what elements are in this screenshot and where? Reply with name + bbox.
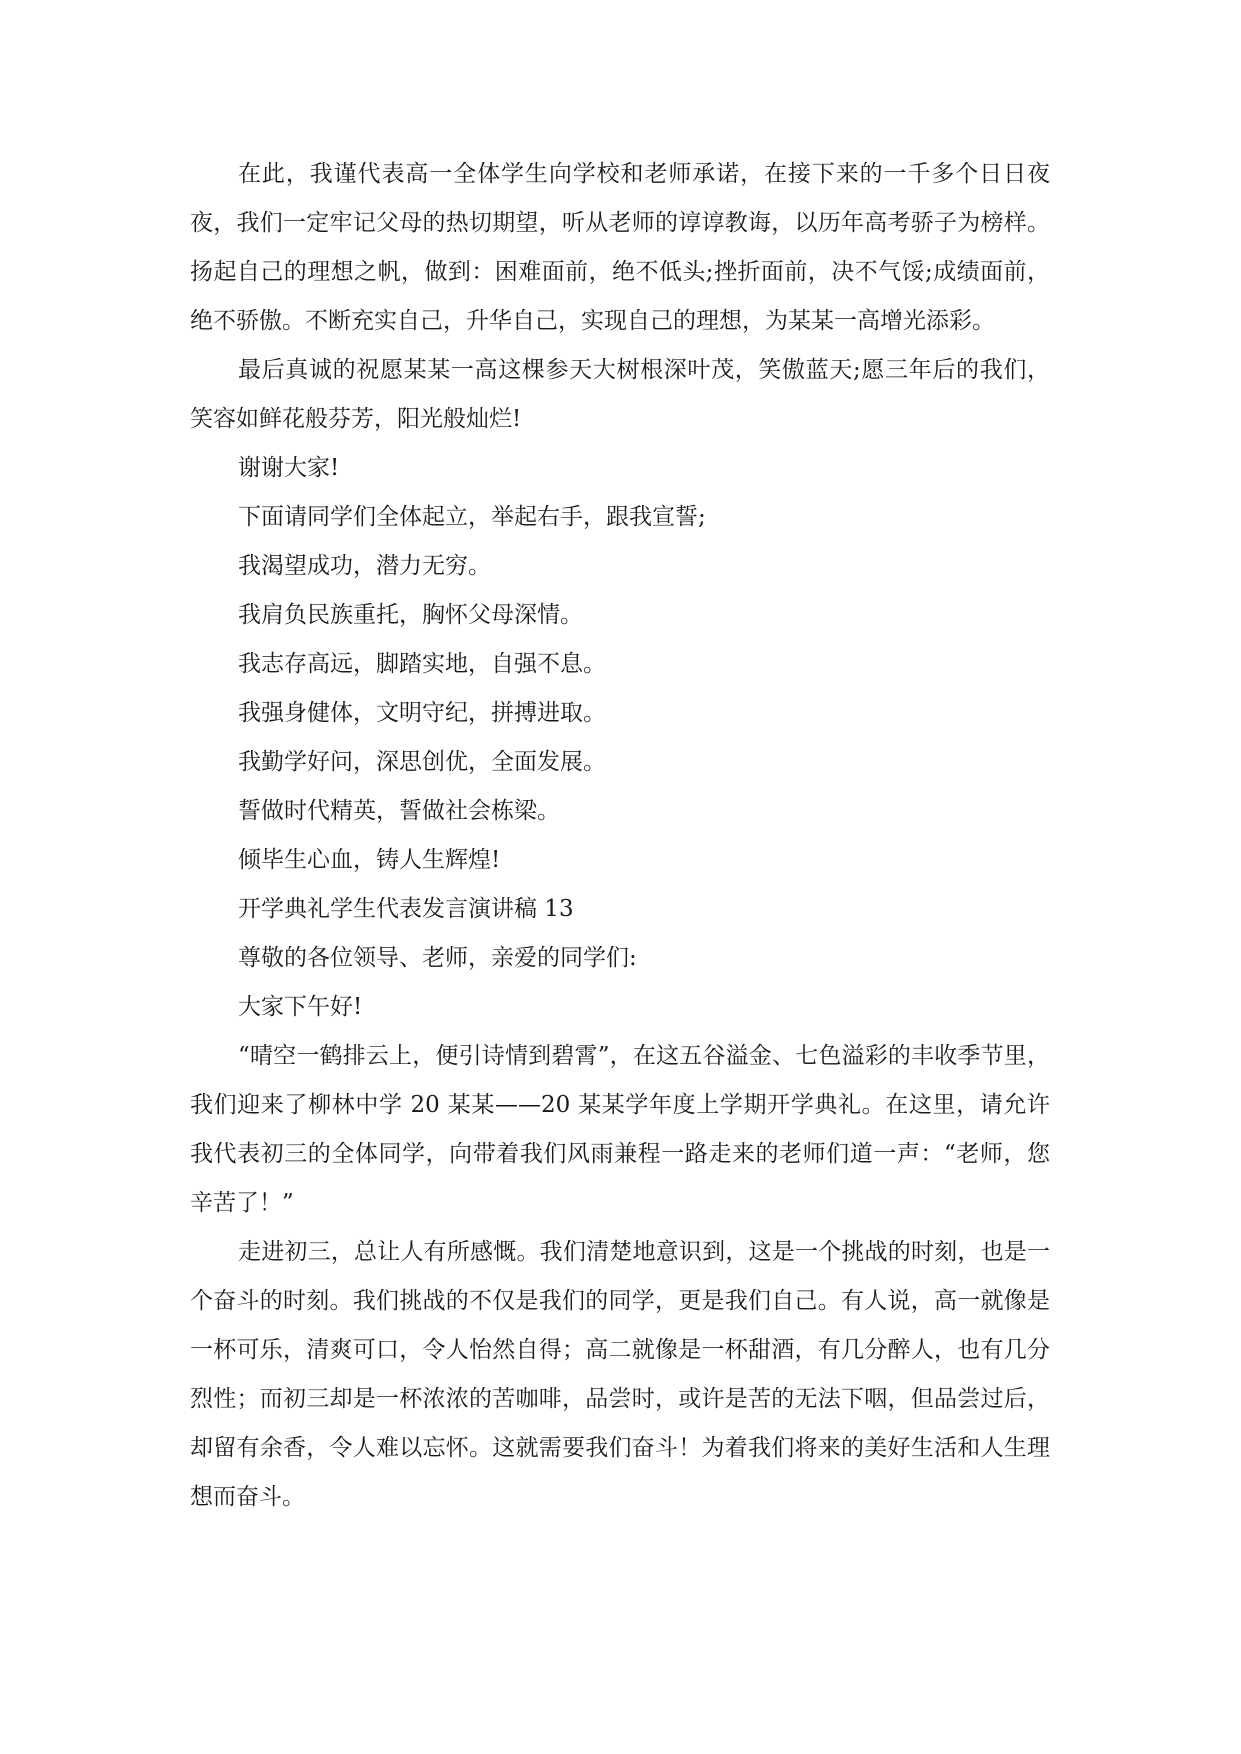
document-page: [190, 150, 1050, 1522]
oath-line: 我强身健体，文明守纪，拼搏进取。: [238, 700, 606, 726]
paragraph: 在此，我谨代表高一全体学生向学校和老师承诺，在接下来的一千多个日日夜夜，我们一定牢记父母的热切期望，听从老师的谆谆教诲，以历年高考骄子为榜样。扬起自己的理想之帆，做到：困难面前，绝不低头;挫折面前，决不气馁;成绩面前，绝不骄傲。不断充实自己，升华自己，实现自己的理想，为某某一高增光添彩。: [190, 161, 1050, 334]
salutation: 尊敬的各位领导、老师，亲爱的同学们:: [238, 945, 637, 971]
greeting: 大家下午好!: [238, 994, 363, 1020]
paragraph: “晴空一鹤排云上，便引诗情到碧霄”，在这五谷溢金、七色溢彩的丰收季节里，我们迎来了柳林中学 20 某某——20 某某学年度上学期开学典礼。在这里，请允许我代表初三的全体同学，向带着我们风雨兼程一路走来的老师们道一声：“老师，您辛苦了！”: [190, 1043, 1050, 1216]
oath-line: 我勤学好问，深思创优，全面发展。: [238, 749, 606, 775]
paragraph: 走进初三，总让人有所感慨。我们清楚地意识到，这是一个挑战的时刻，也是一个奋斗的时刻。我们挑战的不仅是我们的同学，更是我们自己。有人说，高一就像是一杯可乐，清爽可口，令人怡然自得；高二就像是一杯甜酒，有几分醉人，也有几分烈性；而初三却是一杯浓浓的苦咖啡，品尝时，或许是苦的无法下咽，但品尝过后，却留有余香，令人难以忘怀。这就需要我们奋斗！为着我们将来的美好生活和人生理想而奋斗。: [190, 1239, 1050, 1510]
paragraph-line: 谢谢大家!: [238, 455, 340, 481]
paragraph: 最后真诚的祝愿某某一高这棵参天大树根深叶茂，笑傲蓝天;愿三年后的我们，笑容如鲜花般芬芳，阳光般灿烂!: [190, 357, 1050, 432]
paragraph-line: 下面请同学们全体起立，举起右手，跟我宣誓;: [238, 504, 706, 530]
section-title: 开学典礼学生代表发言演讲稿 13: [238, 896, 574, 922]
oath-line: 倾毕生心血，铸人生辉煌!: [238, 847, 501, 873]
oath-line: 我渴望成功，潜力无穷。: [238, 553, 491, 579]
oath-line: 我肩负民族重托，胸怀父母深情。: [238, 602, 583, 628]
oath-line: 誓做时代精英，誓做社会栋梁。: [238, 798, 560, 824]
oath-line: 我志存高远，脚踏实地，自强不息。: [238, 651, 606, 677]
